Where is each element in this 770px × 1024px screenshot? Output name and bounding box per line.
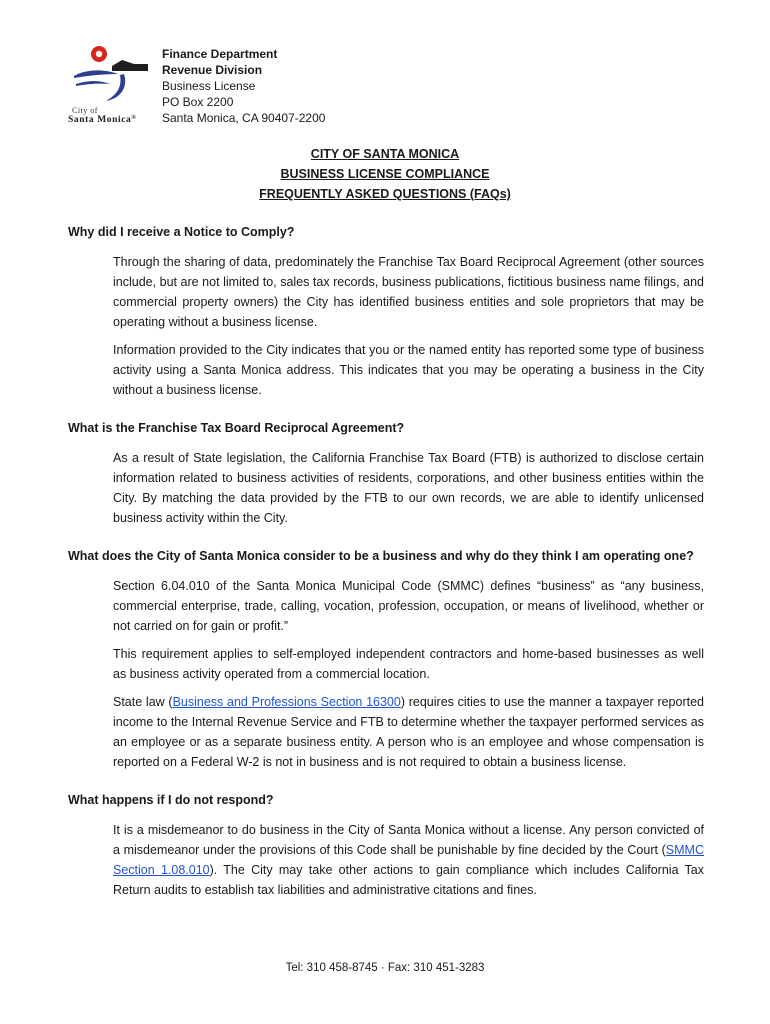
text-run: It is a misdemeanor to do business in the City of Santa Monica without a license. Any person convicted of a misdemeanor under the provisions of this Code shall be punishable by fine decided by the Court ( — [113, 823, 704, 857]
footer-contact: Tel: 310 458-8745 · Fax: 310 451-3283 — [285, 962, 485, 974]
logo-name-text: Santa Monica — [68, 115, 132, 125]
title-compliance: BUSINESS LICENSE COMPLIANCE — [280, 167, 490, 181]
address-department: Finance Department — [162, 47, 278, 61]
address-city-state-zip: Santa Monica, CA 90407-2200 — [162, 111, 326, 125]
address-po-box: PO Box 2200 — [162, 95, 234, 109]
faq-section-no-response — [68, 790, 704, 900]
faq-answer-paragraph: This requirement applies to self-employed independent contractors and home-based businesses as well as business activity operated from a commercial location. — [113, 647, 704, 681]
faq-answer-paragraph: As a result of State legislation, the California Franchise Tax Board (FTB) is authorized to disclose certain information related to business activities of residents, corporations, and other business entities within the City. By matching the data provided by the FTB to our own records, we are able to identify unlicensed business activity within the City. — [113, 451, 704, 525]
faq-content — [68, 222, 704, 900]
logo-city-of-text: City of — [72, 106, 98, 115]
title-city: CITY OF SANTA MONICA — [310, 147, 460, 161]
text-run: ) requires cities to use the manner a taxpayer reported income to the Internal Revenue Service and FTB to determine whether the taxpayer performed services as an employee or as a separate business entity. A person who is an employee and whose compensation is reported on a Federal W-2 is not in business and is not required to obtain a business license. — [113, 695, 704, 769]
faq-answer-paragraph: Information provided to the City indicates that you or the named entity has reported some type of business activity using a Santa Monica address. This indicates that you may be operating a business in the City without a business license. — [113, 343, 704, 397]
faq-section-notice — [68, 222, 704, 400]
city-logo — [68, 44, 150, 124]
business-professions-16300-link[interactable]: Business and Professions Section 16300 — [172, 695, 401, 709]
faq-answer-paragraph: Section 6.04.010 of the Santa Monica Municipal Code (SMMC) defines “business” as “any business, commercial enterprise, trade, calling, vocation, profession, occupation, or means of livelihood, whether or not carried on for gain or profit.” — [113, 579, 704, 633]
faq-question: What does the City of Santa Monica consider to be a business and why do they think I am operating one? — [68, 549, 694, 563]
faq-question: What happens if I do not respond? — [68, 793, 274, 807]
text-run: State law ( — [113, 695, 173, 709]
faq-question: What is the Franchise Tax Board Reciprocal Agreement? — [68, 421, 405, 435]
document-title-block — [0, 144, 770, 204]
title-faqs: FREQUENTLY ASKED QUESTIONS (FAQs) — [259, 187, 511, 201]
smmc-1-08-010-link[interactable]: SMMC Section 1.08.010 — [113, 843, 704, 877]
faq-answer-paragraph — [68, 820, 704, 900]
city-logo-graphic — [68, 44, 150, 108]
faq-section-ftb-agreement — [68, 418, 704, 528]
faq-answer-paragraph — [68, 692, 704, 772]
address-unit: Business License — [162, 79, 256, 93]
department-address — [162, 46, 325, 126]
faq-section-business-definition — [68, 546, 704, 772]
address-division: Revenue Division — [162, 63, 263, 77]
faq-question: Why did I receive a Notice to Comply? — [68, 225, 295, 239]
faq-answer-paragraph: Through the sharing of data, predominately the Franchise Tax Board Reciprocal Agreement (other sources include, but are not limited to, sales tax records, business publications, fictitious business name filings, and commercial property owners) the City has identified business entities and sole proprietors that may be operating without a business license. — [113, 255, 704, 329]
logo-city-name — [68, 115, 137, 125]
registered-mark: ® — [131, 115, 137, 121]
text-run: ). The City may take other actions to gain compliance which includes California Tax Return audits to establish tax liabilities and administrative citations and fines. — [113, 863, 705, 897]
